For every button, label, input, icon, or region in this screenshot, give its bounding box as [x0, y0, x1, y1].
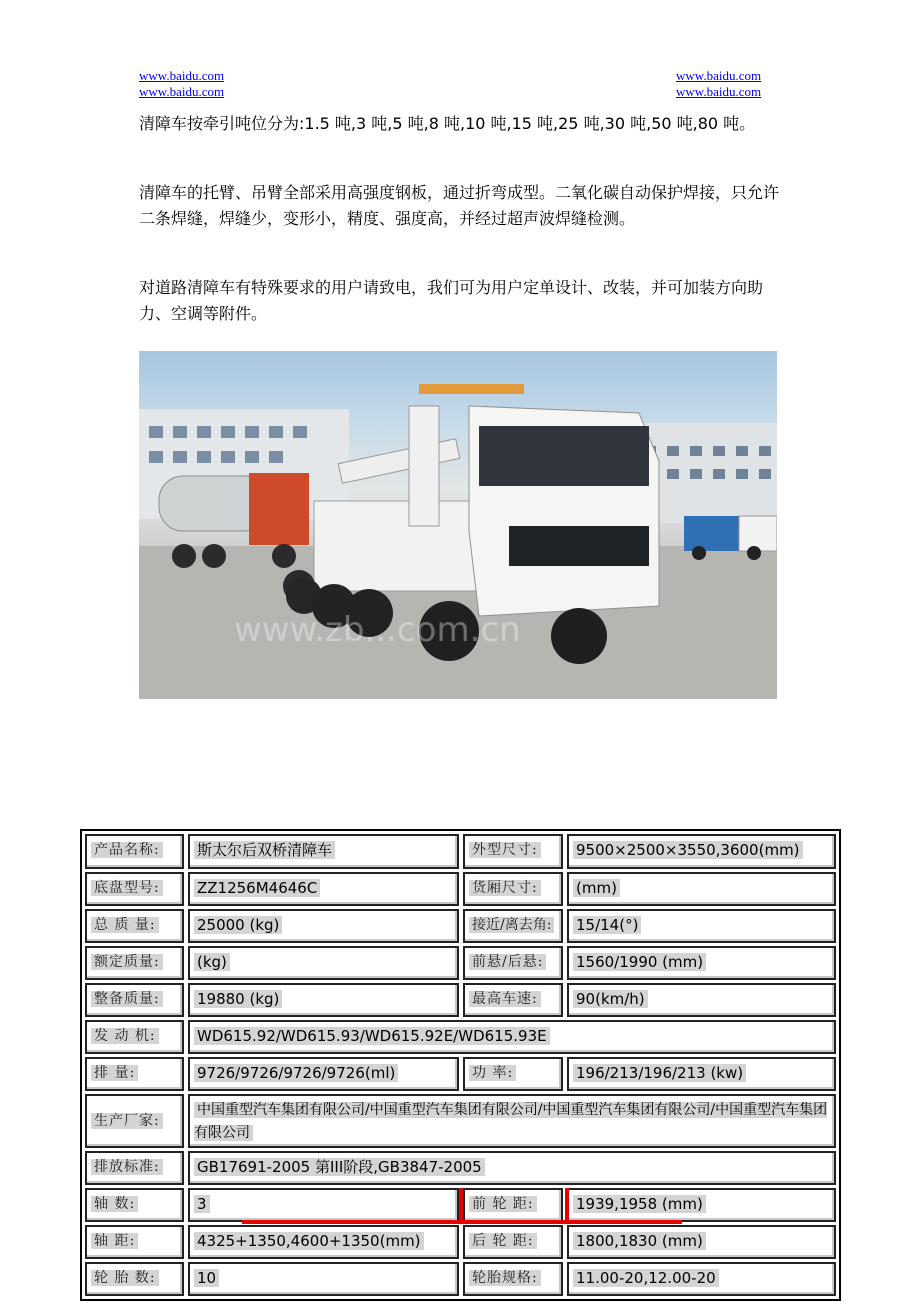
- label-product-name: 产品名称:: [85, 834, 184, 869]
- value-dimensions: 9500×2500×3550,3600(mm): [567, 834, 836, 869]
- value-axle-count: 3: [188, 1188, 459, 1222]
- header-link-right-1[interactable]: www.baidu.com: [676, 68, 762, 83]
- label-manufacturer: 生产厂家:: [85, 1094, 184, 1148]
- label-emission: 排放标准:: [85, 1151, 184, 1185]
- value-tire-count: 10: [188, 1262, 459, 1296]
- label-displacement: 排 量:: [85, 1057, 184, 1091]
- value-tire-spec: 11.00-20,12.00-20: [567, 1262, 836, 1296]
- paragraph-contact: 对道路清障车有特殊要求的用户请致电，我们可为用户定单设计、改装，并可加装方向助力、空调等附件。: [139, 278, 764, 323]
- value-overhang: 1560/1990 (mm): [567, 946, 836, 980]
- label-dimensions: 外型尺寸:: [463, 834, 563, 869]
- value-gross-mass: 25000 (kg): [188, 909, 459, 943]
- value-curb-mass: 19880 (kg): [188, 983, 459, 1017]
- header-link-left-2[interactable]: www.baidu.com: [139, 84, 225, 99]
- label-approach-angle: 接近/离去角:: [463, 909, 563, 943]
- value-approach-angle: 15/14(°): [567, 909, 836, 943]
- photo-watermark: www.zb...com.cn: [234, 610, 521, 650]
- value-manufacturer: 中国重型汽车集团有限公司/中国重型汽车集团有限公司/中国重型汽车集团有限公司/中国重型汽车集团有限公司: [188, 1094, 836, 1148]
- paragraph-construction: 清障车的托臂、吊臂全部采用高强度钢板，通过折弯成型。二氧化碳自动保护焊接，只允许二条焊缝，焊缝少，变形小，精度、强度高，并经过超声波焊缝检测。: [139, 183, 780, 228]
- value-wheelbase: 4325+1350,4600+1350(mm): [188, 1225, 459, 1259]
- label-rated-mass: 额定质量:: [85, 946, 184, 980]
- value-rear-track: 1800,1830 (mm): [567, 1225, 836, 1259]
- label-chassis-model: 底盘型号:: [85, 872, 184, 906]
- label-tire-count: 轮 胎 数:: [85, 1262, 184, 1296]
- red-bracket-right: [565, 1188, 569, 1224]
- header-link-left-1[interactable]: www.baidu.com: [139, 68, 225, 83]
- label-cargo-size: 货厢尺寸:: [463, 872, 563, 906]
- spec-table: [80, 829, 841, 1301]
- label-engine: 发 动 机:: [85, 1020, 184, 1054]
- value-power: 196/213/196/213 (kw): [567, 1057, 836, 1091]
- value-front-track: 1939,1958 (mm): [567, 1188, 836, 1222]
- label-power: 功 率:: [463, 1057, 563, 1091]
- label-rear-track: 后 轮 距:: [463, 1225, 563, 1259]
- value-rated-mass: (kg): [188, 946, 459, 980]
- label-gross-mass: 总 质 量:: [85, 909, 184, 943]
- label-curb-mass: 整备质量:: [85, 983, 184, 1017]
- value-max-speed: 90(km/h): [567, 983, 836, 1017]
- value-product-name: 斯太尔后双桥清障车: [188, 834, 459, 869]
- product-photo: [139, 351, 777, 699]
- label-tire-spec: 轮胎规格:: [463, 1262, 563, 1296]
- label-front-track: 前 轮 距:: [463, 1188, 563, 1222]
- header-link-right-2[interactable]: www.baidu.com: [676, 84, 762, 99]
- value-engine: WD615.92/WD615.93/WD615.92E/WD615.93E: [188, 1020, 836, 1054]
- red-bracket-left: [459, 1188, 463, 1224]
- label-max-speed: 最高车速:: [463, 983, 563, 1017]
- paragraph-tonnage: 清障车按牵引吨位分为:1.5 吨,3 吨,5 吨,8 吨,10 吨,15 吨,25 吨,30 吨,50 吨,80 吨。: [139, 114, 756, 133]
- value-cargo-size: (mm): [567, 872, 836, 906]
- tow-truck-illustration: [139, 351, 777, 699]
- value-emission: GB17691-2005 第III阶段,GB3847-2005: [188, 1151, 836, 1185]
- value-displacement: 9726/9726/9726/9726(ml): [188, 1057, 459, 1091]
- label-wheelbase: 轴 距:: [85, 1225, 184, 1259]
- value-chassis-model: ZZ1256M4646C: [188, 872, 459, 906]
- label-axle-count: 轴 数:: [85, 1188, 184, 1222]
- label-overhang: 前悬/后悬:: [463, 946, 563, 980]
